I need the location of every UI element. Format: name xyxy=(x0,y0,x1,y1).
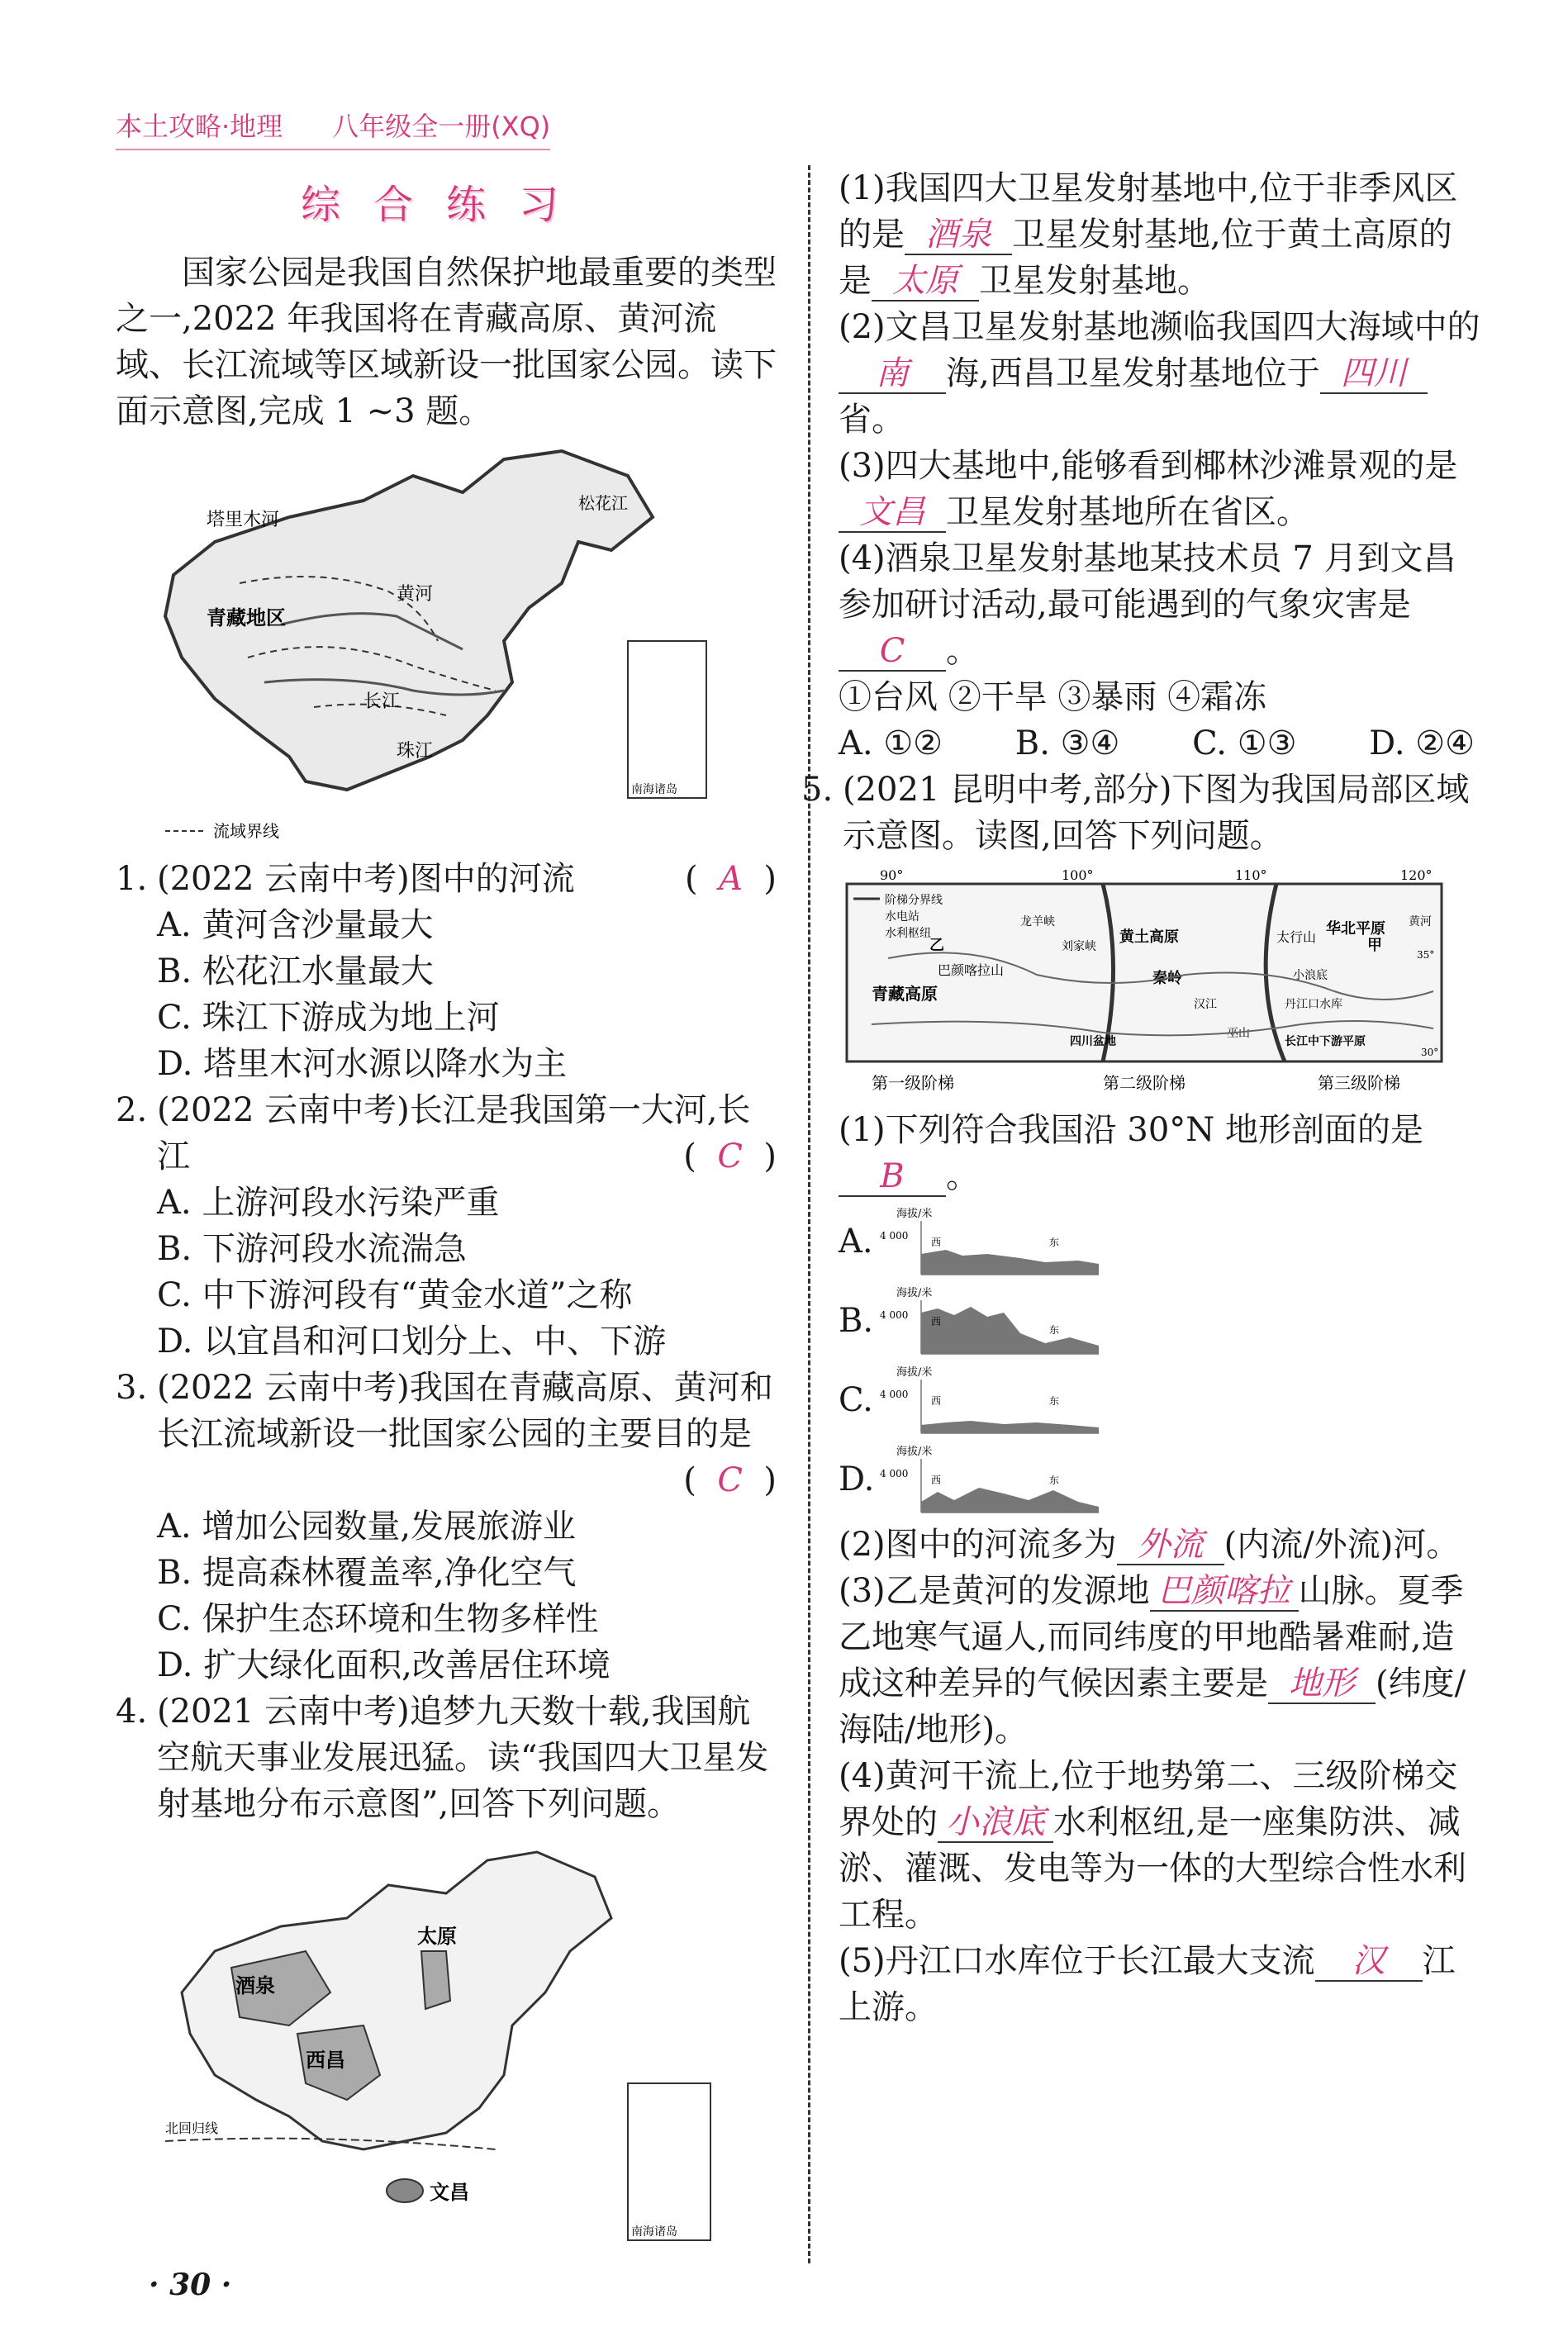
svg-text:小浪底: 小浪底 xyxy=(1293,969,1328,982)
svg-text:长江中下游平原: 长江中下游平原 xyxy=(1285,1035,1366,1048)
q4-ans-sichuan: 四川 xyxy=(1320,354,1428,394)
q4-part1: (1)我国四大卫星发射基地中,位于非季风区的是 酒泉 卫星发射基地,位于黄土高原的是 太原 卫星发射基地。 xyxy=(839,169,1458,300)
svg-text:黄河: 黄河 xyxy=(1409,915,1432,928)
q5-ans-han: 汉 xyxy=(1315,1942,1423,1982)
q5-ans-xiaolangdi: 小浪底 xyxy=(938,1803,1053,1843)
svg-text:华北平原: 华北平原 xyxy=(1326,920,1385,938)
svg-text:4 000: 4 000 xyxy=(880,1230,909,1242)
map1-label-tarim: 塔里木河 xyxy=(207,510,280,530)
svg-text:东: 东 xyxy=(1049,1475,1060,1486)
svg-text:海拔/米: 海拔/米 xyxy=(896,1446,933,1458)
q5-part2: (2)图中的河流多为 外流 (内流/外流)河。 xyxy=(839,1526,1460,1564)
map1-legend: 流域界线 xyxy=(213,821,279,841)
left-column xyxy=(116,165,777,2257)
svg-text:110°: 110° xyxy=(1235,867,1267,883)
svg-text:西: 西 xyxy=(931,1395,942,1407)
svg-text:东: 东 xyxy=(1049,1395,1060,1407)
map1-label-changjiang: 长江 xyxy=(363,691,401,712)
svg-text:30°: 30° xyxy=(1421,1047,1439,1058)
svg-text:西: 西 xyxy=(931,1475,942,1486)
label-taiyuan: 太原 xyxy=(417,1924,457,1948)
intro-text: 国家公园是我国自然保护地最重要的类型之一,2022 年我国将在青藏高原、黄河流域、长江流域等区域新设一批国家公园。读下面示意图,完成 1 ~3 题。 xyxy=(116,254,777,430)
svg-text:4 000: 4 000 xyxy=(880,1309,909,1321)
q5-part3: (3)乙是黄河的发源地 巴颜喀拉 山脉。夏季乙地寒气逼人,而同纬度的甲地酷暑难耐,造成这种差异的气候因素主要是 地形 (纬度/海陆/地形)。 xyxy=(839,1572,1466,1749)
q2-stem: (2022 云南中考)长江是我国第一大河,长江 xyxy=(157,1091,751,1175)
svg-text:海拔/米: 海拔/米 xyxy=(896,1287,933,1299)
q1-option-c: C. 珠江下游成为地上河 xyxy=(157,999,500,1037)
q4-ans-c: C xyxy=(839,632,946,672)
svg-text:巴颜喀拉山: 巴颜喀拉山 xyxy=(938,962,1005,978)
label-xichang: 西昌 xyxy=(306,2048,345,2072)
svg-text:汉江: 汉江 xyxy=(1194,998,1217,1011)
q5-stem: (2021 昆明中考,部分)下图为我国局部区域示意图。读图,回答下列问题。 xyxy=(843,771,1470,855)
q1-option-d: D. 塔里木河水源以降水为主 xyxy=(157,1045,568,1083)
label-jiuquan: 酒泉 xyxy=(235,1973,275,1997)
q3-option-c: C. 保护生态环境和生物多样性 xyxy=(157,1600,599,1638)
question-5: 5. (2021 昆明中考,部分)下图为我国局部区域示意图。读图,回答下列问题。 xyxy=(801,771,1470,855)
map1-label-huanghe: 黄河 xyxy=(397,584,434,605)
question-3: 3. (2022 云南中考)我国在青藏高原、黄河和长江流域新设一批国家公园的主要目的是 ( C ) xyxy=(116,1369,777,1499)
q3-stem: (2022 云南中考)我国在青藏高原、黄河和长江流域新设一批国家公园的主要目的是 xyxy=(157,1369,773,1453)
svg-text:水利枢纽: 水利枢纽 xyxy=(885,927,931,940)
svg-text:西: 西 xyxy=(931,1237,942,1248)
q5-part4: (4)黄河干流上,位于地势第二、三级阶梯交界处的 小浪底 水利枢纽,是一座集防洪、减淤、灌溉、发电等为一体的大型综合性水利工程。 xyxy=(839,1757,1466,1934)
svg-text:90°: 90° xyxy=(880,867,904,883)
svg-text:西: 西 xyxy=(931,1316,942,1327)
china-river-map xyxy=(116,443,744,848)
q3-answer: ( C ) xyxy=(683,1461,777,1499)
column-divider xyxy=(808,165,810,2263)
profile-b: B. 海拔/米 4 000 西 东 xyxy=(839,1284,1483,1358)
q1-option-b: B. 松花江水量最大 xyxy=(157,952,434,990)
svg-text:东: 东 xyxy=(1049,1324,1060,1336)
svg-text:120°: 120° xyxy=(1400,867,1433,883)
q4-part2: (2)文昌卫星发射基地濒临我国四大海域中的南 海,西昌卫星发射基地位于 四川省。 xyxy=(839,308,1480,439)
taiyuan-region xyxy=(421,1951,450,2009)
q3-option-b: B. 提高森林覆盖率,净化空气 xyxy=(157,1554,577,1592)
q2-option-c: C. 中下游河段有“黄金水道”之称 xyxy=(157,1276,633,1314)
header-right: 八年级全一册(XQ) xyxy=(332,111,551,142)
q2-option-b: B. 下游河段水流湍急 xyxy=(157,1230,467,1268)
map1-label-nanhai: 南海诸岛 xyxy=(631,783,677,796)
svg-text:太行山: 太行山 xyxy=(1276,929,1317,945)
q5-ans-wailiu: 外流 xyxy=(1117,1526,1224,1565)
q3-option-a: A. 增加公园数量,发展旅游业 xyxy=(157,1508,577,1546)
q1-answer: ( A ) xyxy=(685,860,777,898)
svg-text:水电站: 水电站 xyxy=(885,910,919,924)
question-4: 4. (2021 云南中考)追梦九天数十载,我国航空航天事业发展迅猛。读“我国四大卫星发射基地分布示意图”,回答下列问题。 xyxy=(116,1693,769,1823)
q2-answer: ( C ) xyxy=(683,1137,777,1175)
svg-text:100°: 100° xyxy=(1062,867,1094,883)
q4-stem: (2021 云南中考)追梦九天数十载,我国航空航天事业发展迅猛。读“我国四大卫星发射基地分布示意图”,回答下列问题。 xyxy=(157,1693,769,1823)
right-column xyxy=(801,165,1483,2030)
svg-text:甲: 甲 xyxy=(1367,937,1382,954)
svg-text:海拔/米: 海拔/米 xyxy=(896,1208,933,1220)
south-sea-inset xyxy=(628,641,706,798)
question-2: 2. (2022 云南中考)长江是我国第一大河,长江 ( C ) xyxy=(116,1087,777,1180)
q3-option-d: D. 扩大绿化面积,改善居住环境 xyxy=(157,1646,611,1684)
regional-terrain-map xyxy=(839,867,1450,1099)
label-wenchang: 文昌 xyxy=(430,2180,469,2204)
svg-text:四川盆地: 四川盆地 xyxy=(1070,1035,1116,1048)
svg-text:巫山: 巫山 xyxy=(1227,1027,1250,1040)
profile-a: A. 海拔/米 4 000 西 东 xyxy=(839,1204,1483,1279)
page-header xyxy=(116,106,550,150)
south-sea-inset-2 xyxy=(628,2083,710,2240)
svg-text:乙: 乙 xyxy=(929,937,944,954)
svg-text:秦岭: 秦岭 xyxy=(1152,970,1182,987)
svg-text:第三级阶梯: 第三级阶梯 xyxy=(1318,1073,1400,1093)
profile-c: C. 海拔/米 4 000 西 东 xyxy=(839,1363,1483,1437)
svg-text:海拔/米: 海拔/米 xyxy=(896,1366,933,1379)
svg-text:刘家峡: 刘家峡 xyxy=(1062,940,1096,953)
svg-text:第一级阶梯: 第一级阶梯 xyxy=(872,1073,954,1093)
q5-ans-dixing: 地形 xyxy=(1268,1665,1376,1704)
svg-text:4 000: 4 000 xyxy=(880,1468,909,1479)
q4-part4: (4)酒泉卫星发射基地某技术员 7 月到文昌参加研讨活动,最可能遇到的气象灾害是C 。 xyxy=(839,539,1456,670)
q5-part1: (1)下列符合我国沿 30°N 地形剖面的是B 。 xyxy=(839,1111,1423,1195)
q1-option-a: A. 黄河含沙量最大 xyxy=(157,906,434,944)
map1-label-songhua: 松花江 xyxy=(578,493,628,513)
q4-choices: A. ①② B. ③④ C. ①③ D. ②④ xyxy=(839,724,1475,762)
q4-items: ①台风 ②干旱 ③暴雨 ④霜冻 xyxy=(839,678,1267,716)
q2-option-d: D. 以宜昌和河口划分上、中、下游 xyxy=(157,1323,667,1361)
page-number: · 30 · xyxy=(149,2268,232,2302)
svg-text:青藏高原: 青藏高原 xyxy=(872,984,938,1004)
svg-text:4 000: 4 000 xyxy=(880,1389,909,1400)
q1-stem: (2022 云南中考)图中的河流 xyxy=(157,860,575,898)
q5-ans-bayan: 巴颜喀拉 xyxy=(1150,1572,1299,1612)
q4-ans-taiyuan: 太原 xyxy=(872,262,979,302)
section-title: 综合练习 xyxy=(300,182,592,228)
q4-ans-jiuquan: 酒泉 xyxy=(905,216,1012,255)
svg-text:第二级阶梯: 第二级阶梯 xyxy=(1103,1073,1186,1093)
wenchang-region xyxy=(387,2179,423,2202)
q4-ans-nan: 南 xyxy=(839,354,946,394)
label-nanhai-2: 南海诸岛 xyxy=(631,2225,677,2239)
q2-option-a: A. 上游河段水污染严重 xyxy=(157,1184,500,1222)
label-tropic: 北回归线 xyxy=(165,2120,219,2136)
q4-ans-wenchang: 文昌 xyxy=(839,493,946,533)
svg-text:黄土高原: 黄土高原 xyxy=(1119,928,1179,946)
map1-label-qingzang: 青藏地区 xyxy=(207,605,286,629)
q5-ans-b: B xyxy=(839,1157,946,1197)
svg-text:35°: 35° xyxy=(1417,949,1435,961)
profile-options xyxy=(839,1204,1483,1517)
question-1: 1. (2022 云南中考)图中的河流 ( A ) xyxy=(116,856,777,902)
q5-part5: (5)丹江口水库位于长江最大支流 汉 江上游。 xyxy=(839,1942,1456,2026)
map1-label-zhujiang: 珠江 xyxy=(397,741,434,762)
satellite-base-map xyxy=(116,1835,744,2249)
svg-text:龙羊峡: 龙羊峡 xyxy=(1020,915,1055,928)
svg-text:阶梯分界线: 阶梯分界线 xyxy=(885,894,943,907)
profile-d: D. 海拔/米 4 000 西 东 xyxy=(839,1442,1483,1517)
svg-text:东: 东 xyxy=(1049,1237,1060,1248)
header-left: 本土攻略·地理 xyxy=(116,111,283,142)
q4-part3: (3)四大基地中,能够看到椰林沙滩景观的是文昌 卫星发射基地所在省区。 xyxy=(839,447,1458,531)
svg-text:丹江口水库: 丹江口水库 xyxy=(1285,998,1342,1011)
